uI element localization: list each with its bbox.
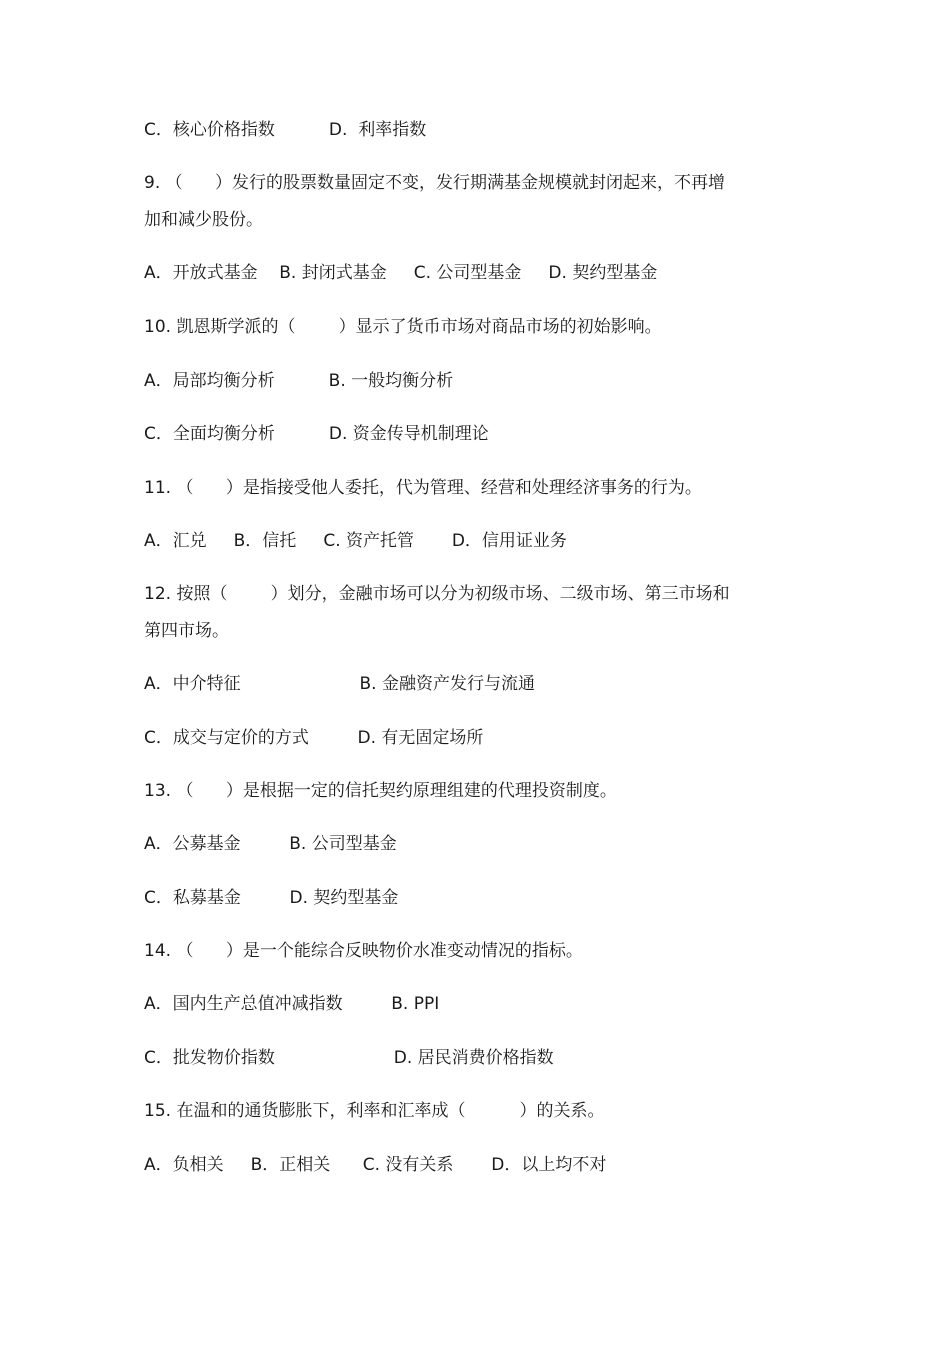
q10-options-cd: C．全面均衡分析 D. 资金传导机制理论 bbox=[144, 424, 489, 444]
q9-stem-line2: 加和减少股份。 bbox=[144, 210, 263, 230]
q14-stem: 14. （ ）是一个能综合反映物价水准变动情况的指标。 bbox=[144, 941, 583, 961]
q10-options-ab: A．局部均衡分析 B. 一般均衡分析 bbox=[144, 371, 454, 391]
q13-options-cd: C．私募基金 D. 契约型基金 bbox=[144, 888, 399, 908]
q9-options: A．开放式基金 B. 封闭式基金 C. 公司型基金 D. 契约型基金 bbox=[144, 263, 658, 283]
q12-stem-line1: 12. 按照（ ）划分，金融市场可以分为初级市场、二级市场、第三市场和 bbox=[144, 584, 730, 604]
q12-stem-line2: 第四市场。 bbox=[144, 621, 229, 641]
q15-stem: 15. 在温和的通货膨胀下，利率和汇率成（ ）的关系。 bbox=[144, 1101, 605, 1121]
q12-options-cd: C．成交与定价的方式 D. 有无固定场所 bbox=[144, 728, 484, 748]
q12-options-ab: A．中介特征 B. 金融资产发行与流通 bbox=[144, 674, 535, 694]
q11-stem: 11. （ ）是指接受他人委托，代为管理、经营和处理经济事务的行为。 bbox=[144, 478, 702, 498]
q14-options-ab: A．国内生产总值冲减指数 B. PPI bbox=[144, 994, 440, 1014]
q9-stem-line1: 9. （ ）发行的股票数量固定不变，发行期满基金规模就封闭起来，不再增 bbox=[144, 173, 726, 193]
q8-options-cd: C．核心价格指数 D. 利率指数 bbox=[144, 120, 427, 140]
q10-stem: 10. 凯恩斯学派的（ ）显示了货币市场对商品市场的初始影响。 bbox=[144, 317, 662, 337]
q14-options-cd: C．批发物价指数 D. 居民消费价格指数 bbox=[144, 1048, 554, 1068]
q11-options: A．汇兑 B．信托 C. 资产托管 D．信用证业务 bbox=[144, 531, 567, 551]
q13-options-ab: A．公募基金 B. 公司型基金 bbox=[144, 834, 397, 854]
q13-stem: 13. （ ）是根据一定的信托契约原理组建的代理投资制度。 bbox=[144, 781, 617, 801]
q15-options: A．负相关 B．正相关 C. 没有关系 D．以上均不对 bbox=[144, 1155, 607, 1175]
